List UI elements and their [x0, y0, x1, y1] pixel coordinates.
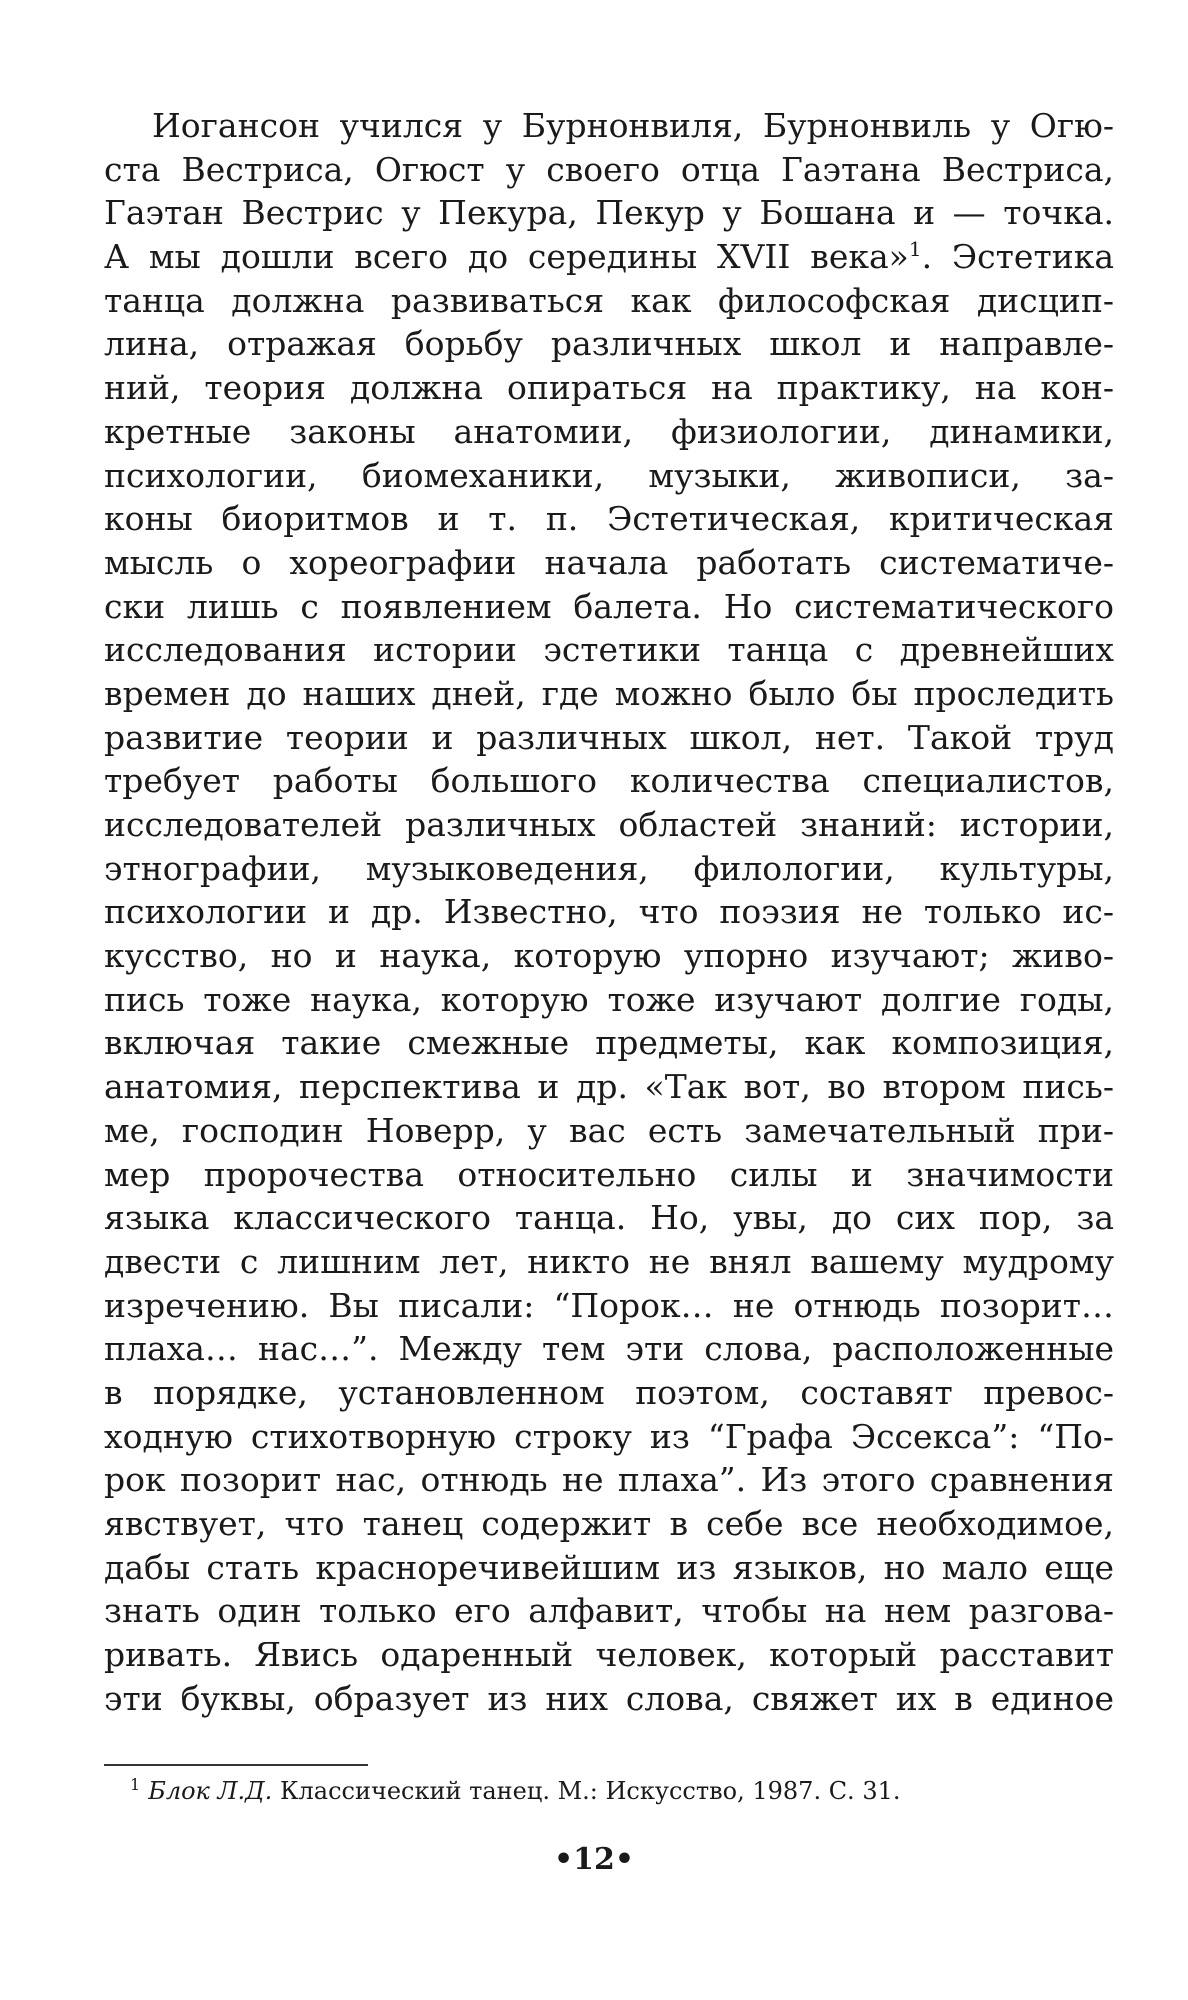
- text-line: дабы стать красноречивейшим из языков, но мало еще: [104, 1547, 1114, 1587]
- text-line: ний, теория должна опираться на практику, на кон-: [104, 368, 1114, 408]
- text-line: двести с лишним лет, никто не внял вашему мудрому: [104, 1241, 1114, 1281]
- footnote-source: Классический танец. М.: Искусство, 1987. С. 31.: [279, 1777, 901, 1805]
- text-line: языка классического танца. Но, увы, до сих пор, за: [104, 1198, 1114, 1238]
- text-line: знать один только его алфавит, чтобы на нем разгова-: [104, 1591, 1114, 1631]
- text-line: исследования истории эстетики танца с древнейших: [104, 630, 1114, 670]
- footnote-reference: 1: [908, 237, 922, 262]
- text-line: анатомия, перспектива и др. «Так вот, во втором пись-: [104, 1067, 1114, 1107]
- text-line: ривать. Явись одаренный человек, который расставит: [104, 1635, 1114, 1675]
- text-line: кретные законы анатомии, физиологии, динамики,: [104, 411, 1114, 451]
- text-line-start: А мы дошли всего до середины XVII века»: [104, 237, 909, 277]
- text-line: развитие теории и различных школ, нет. Такой труд: [104, 717, 1114, 757]
- main-text: [104, 104, 1114, 1720]
- text-line: ста Вестриса, Огюст у своего отца Гаэтана Вестриса,: [104, 149, 1114, 189]
- text-line: эти буквы, образует из них слова, свяжет их в единое: [104, 1678, 1114, 1718]
- text-line: изречению. Вы писали: “Порок… не отнюдь позорит…: [104, 1285, 1114, 1325]
- text-line: лина, отражая борьбу различных школ и направле-: [104, 324, 1114, 364]
- text-line: Гаэтан Вестрис у Пекура, Пекур у Бошана и — точка.: [104, 193, 1114, 233]
- text-line: плаха… нас…”. Между тем эти слова, расположенные: [104, 1329, 1114, 1369]
- text-line: кусство, но и наука, которую упорно изучают; живо-: [104, 936, 1114, 976]
- text-line: пись тоже наука, которую тоже изучают долгие годы,: [104, 979, 1114, 1019]
- page-number: •12•: [553, 1842, 635, 1877]
- text-line: ме, господин Новерр, у вас есть замечательный при-: [104, 1110, 1114, 1150]
- text-line: Иогансон учился у Бурнонвиля, Бурнонвиль у Огю-: [152, 106, 1114, 145]
- footnote: [130, 1774, 1110, 1808]
- text-line: рок позорит нас, отнюдь не плаха”. Из этого сравнения: [104, 1460, 1114, 1500]
- text-line: включая такие смежные предметы, как композиция,: [104, 1023, 1114, 1063]
- text-line: требует работы большого количества специалистов,: [104, 761, 1114, 801]
- text-line: в порядке, установленном поэтом, составят превос-: [104, 1372, 1114, 1412]
- text-line: коны биоритмов и т. п. Эстетическая, критическая: [104, 499, 1114, 539]
- text-line: исследователей различных областей знаний: истории,: [104, 805, 1114, 844]
- text-line-with-footnote-ref: [104, 235, 1114, 279]
- footnote-marker: 1: [130, 1775, 141, 1794]
- text-line: ходную стихотворную строку из “Графа Эссекса”: “По-: [104, 1416, 1114, 1456]
- text-line: этнографии, музыковедения, филологии, культуры,: [104, 848, 1114, 888]
- text-line: мысль о хореографии начала работать систематиче-: [104, 542, 1114, 582]
- text-line-end: . Эстетика: [921, 237, 1114, 277]
- footnote-divider: [104, 1764, 368, 1766]
- text-line: ски лишь с появлением балета. Но систематического: [104, 586, 1114, 626]
- page-body: [104, 104, 1114, 1720]
- text-line: танца должна развиваться как философская дисцип-: [104, 280, 1114, 320]
- text-line: мер пророчества относительно силы и значимости: [104, 1154, 1114, 1194]
- text-line: психологии и др. Известно, что поэзия не только ис-: [104, 892, 1114, 932]
- text-line: времен до наших дней, где можно было бы проследить: [104, 673, 1114, 713]
- footnote-author: Блок Л.Д.: [148, 1777, 273, 1805]
- text-line: явствует, что танец содержит в себе все необходимое,: [104, 1504, 1114, 1543]
- text-line: психологии, биомеханики, музыки, живописи, за-: [104, 455, 1114, 495]
